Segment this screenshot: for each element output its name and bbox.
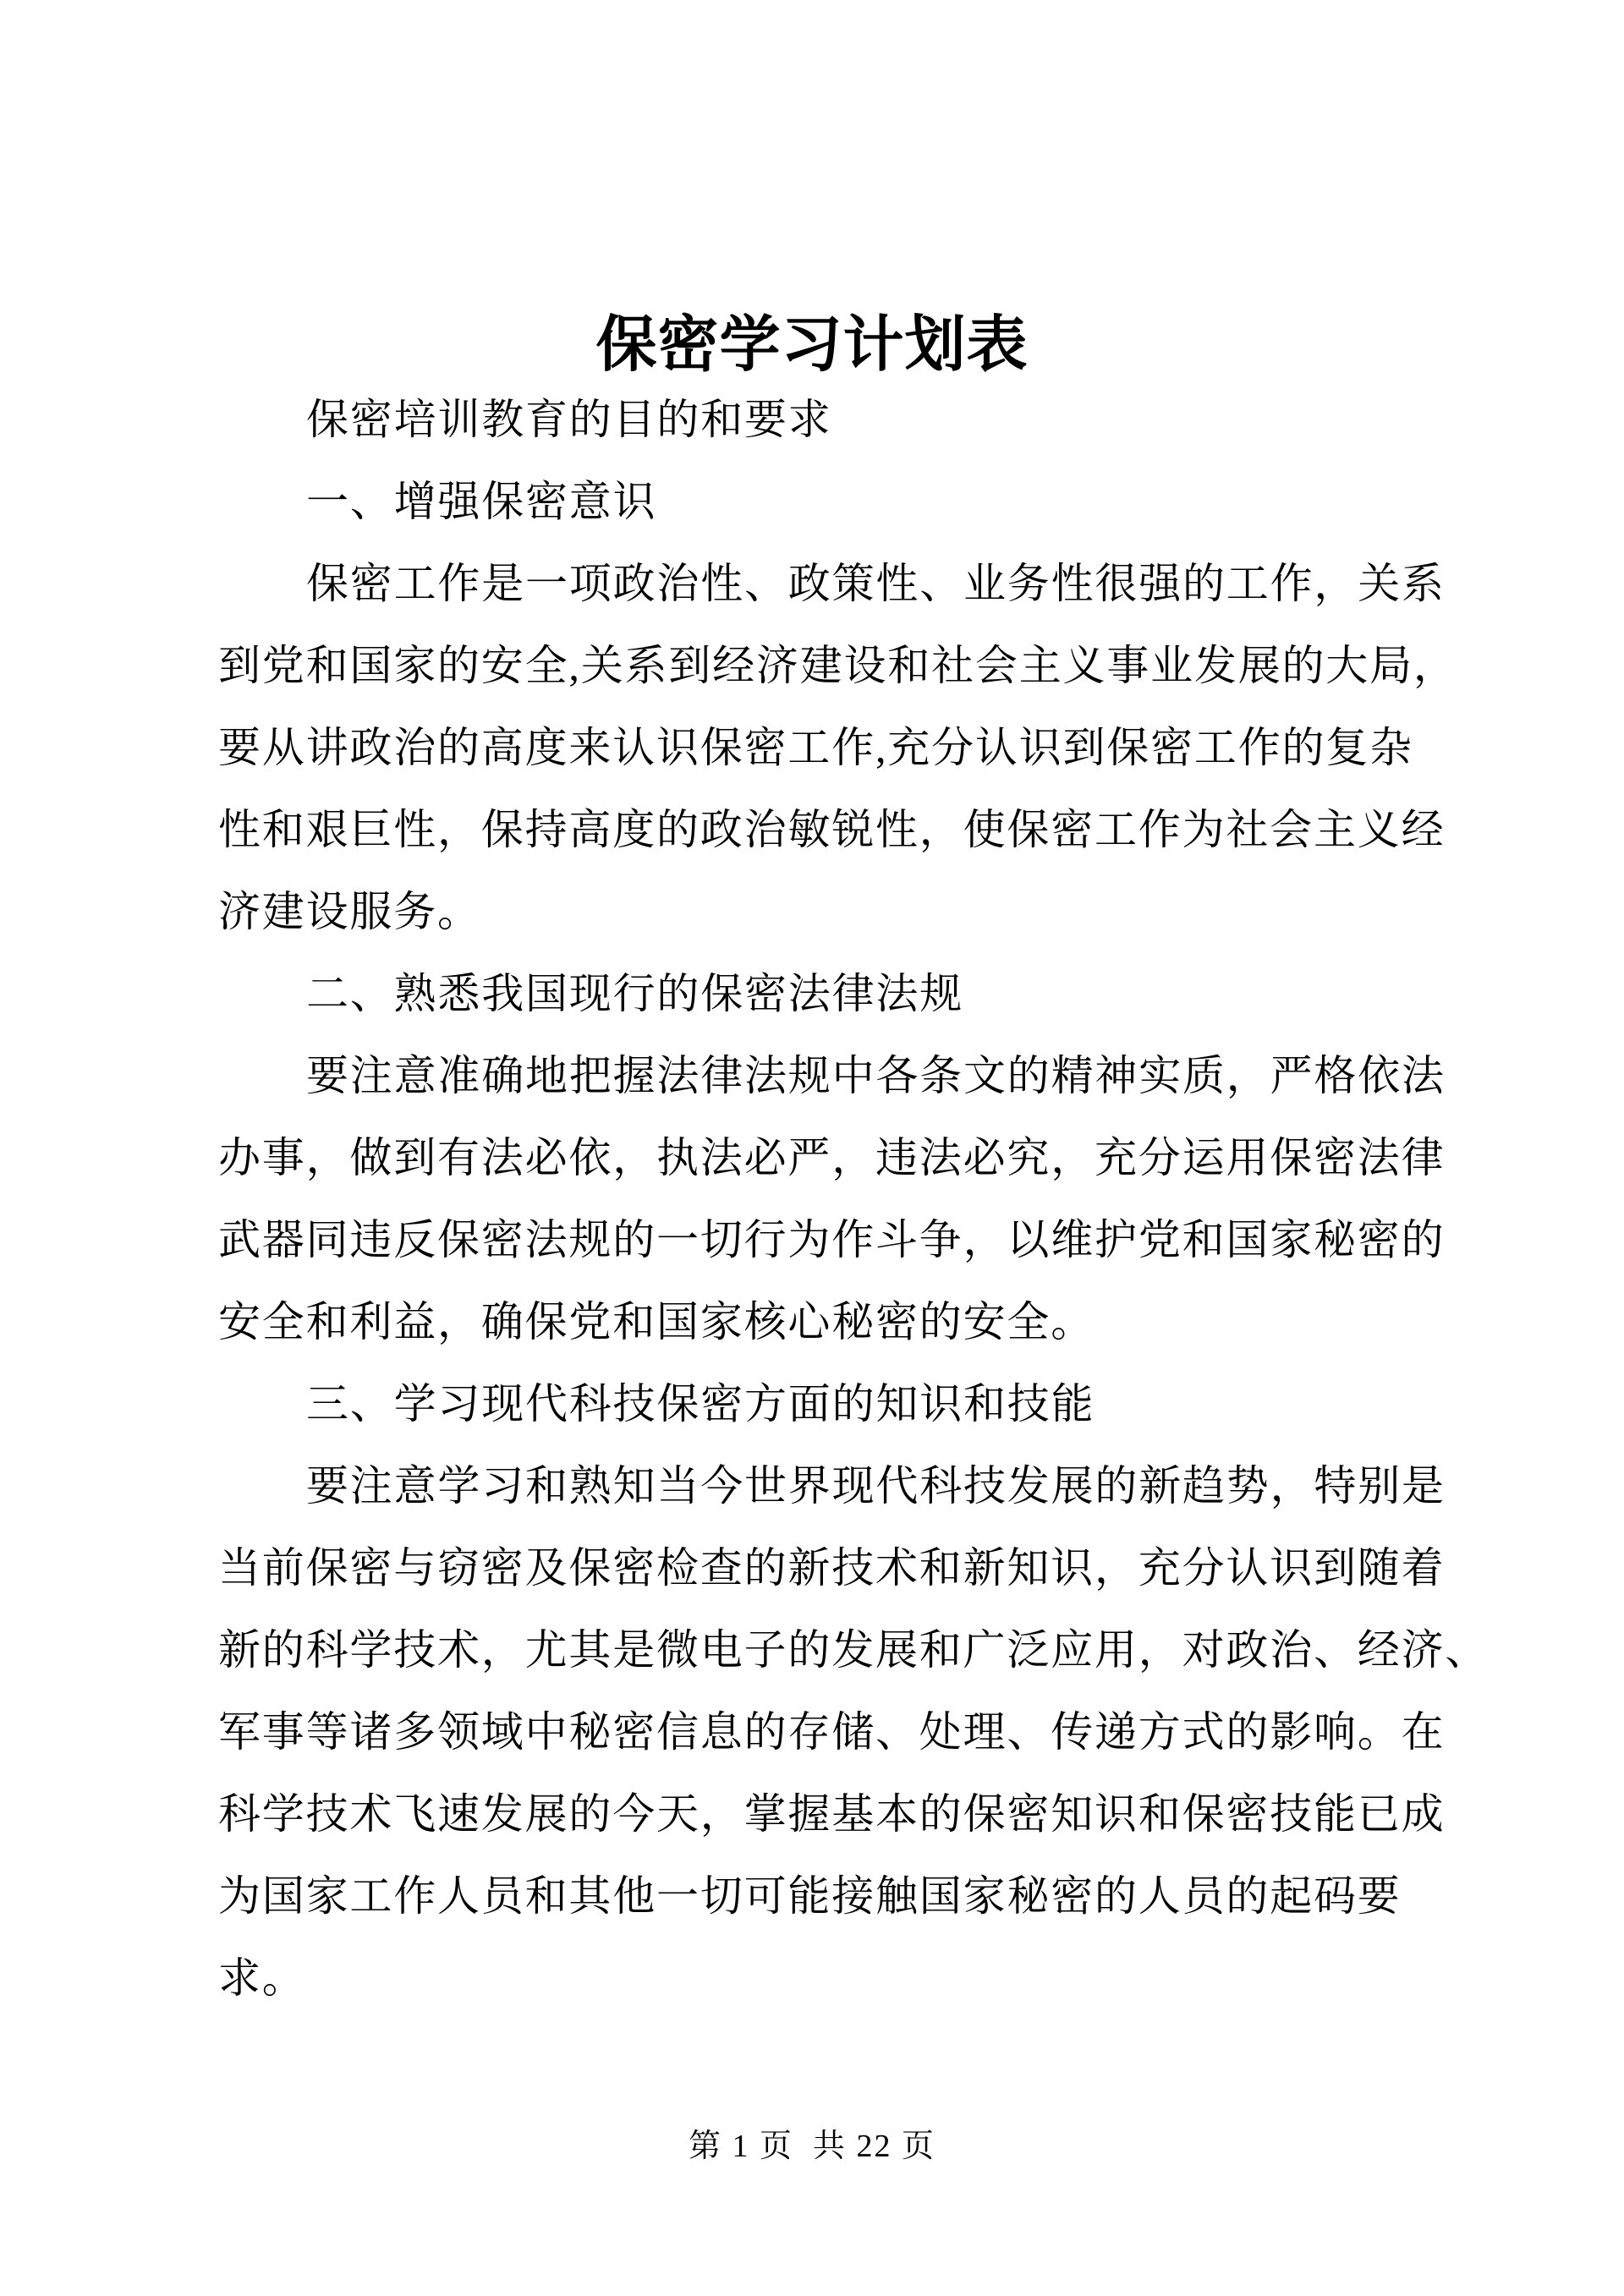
text-line: 当前保密与窃密及保密检查的新技术和新知识，充分认识到随着 xyxy=(218,1544,1446,1592)
text-line: 一、增强保密意识 xyxy=(306,478,657,525)
text-line: 安全和利益，确保党和国家核心秘密的安全。 xyxy=(218,1298,1095,1345)
text-line: 新的科学技术，尤其是微电子的发展和广泛应用，对政治、经济、 xyxy=(218,1626,1490,1674)
text-line: 济建设服务。 xyxy=(218,888,481,935)
text-line: 要从讲政治的高度来认识保密工作,充分认识到保密工作的复杂 xyxy=(218,724,1413,771)
document-body xyxy=(218,379,1490,2019)
text-line: 办事，做到有法必依，执法必严，违法必究，充分运用保密法律 xyxy=(218,1134,1446,1181)
text-line: 保密培训教育的目的和要求 xyxy=(306,396,832,443)
page-number-label: 第 1 页 共 22 页 xyxy=(688,2129,935,2164)
page-footer xyxy=(0,2106,1624,2187)
text-line: 三、学习现代科技保密方面的知识和技能 xyxy=(306,1380,1095,1427)
text-line: 武器同违反保密法规的一切行为作斗争，以维护党和国家秘密的 xyxy=(218,1216,1446,1263)
text-line: 求。 xyxy=(218,1954,306,2002)
text-line: 到党和国家的安全,关系到经济建设和社会主义事业发展的大局， xyxy=(218,642,1457,689)
text-line: 二、熟悉我国现行的保密法律法规 xyxy=(306,970,963,1017)
text-line: 科学技术飞速发展的今天，掌握基本的保密知识和保密技能已成 xyxy=(218,1790,1446,1838)
text-line: 为国家工作人员和其他一切可能接触国家秘密的人员的起码要 xyxy=(218,1872,1402,1920)
text-line: 军事等诸多领域中秘密信息的存储、处理、传递方式的影响。在 xyxy=(218,1708,1446,1756)
text-line: 要注意准确地把握法律法规中各条文的精神实质，严格依法 xyxy=(306,1052,1446,1099)
text-line: 性和艰巨性，保持高度的政治敏锐性，使保密工作为社会主义经 xyxy=(218,806,1446,853)
text-line: 要注意学习和熟知当今世界现代科技发展的新趋势，特别是 xyxy=(306,1462,1446,1510)
text-line: 保密工作是一项政治性、政策性、业务性很强的工作，关系 xyxy=(306,560,1446,607)
document-title: 保密学习计划表 xyxy=(595,311,1029,379)
